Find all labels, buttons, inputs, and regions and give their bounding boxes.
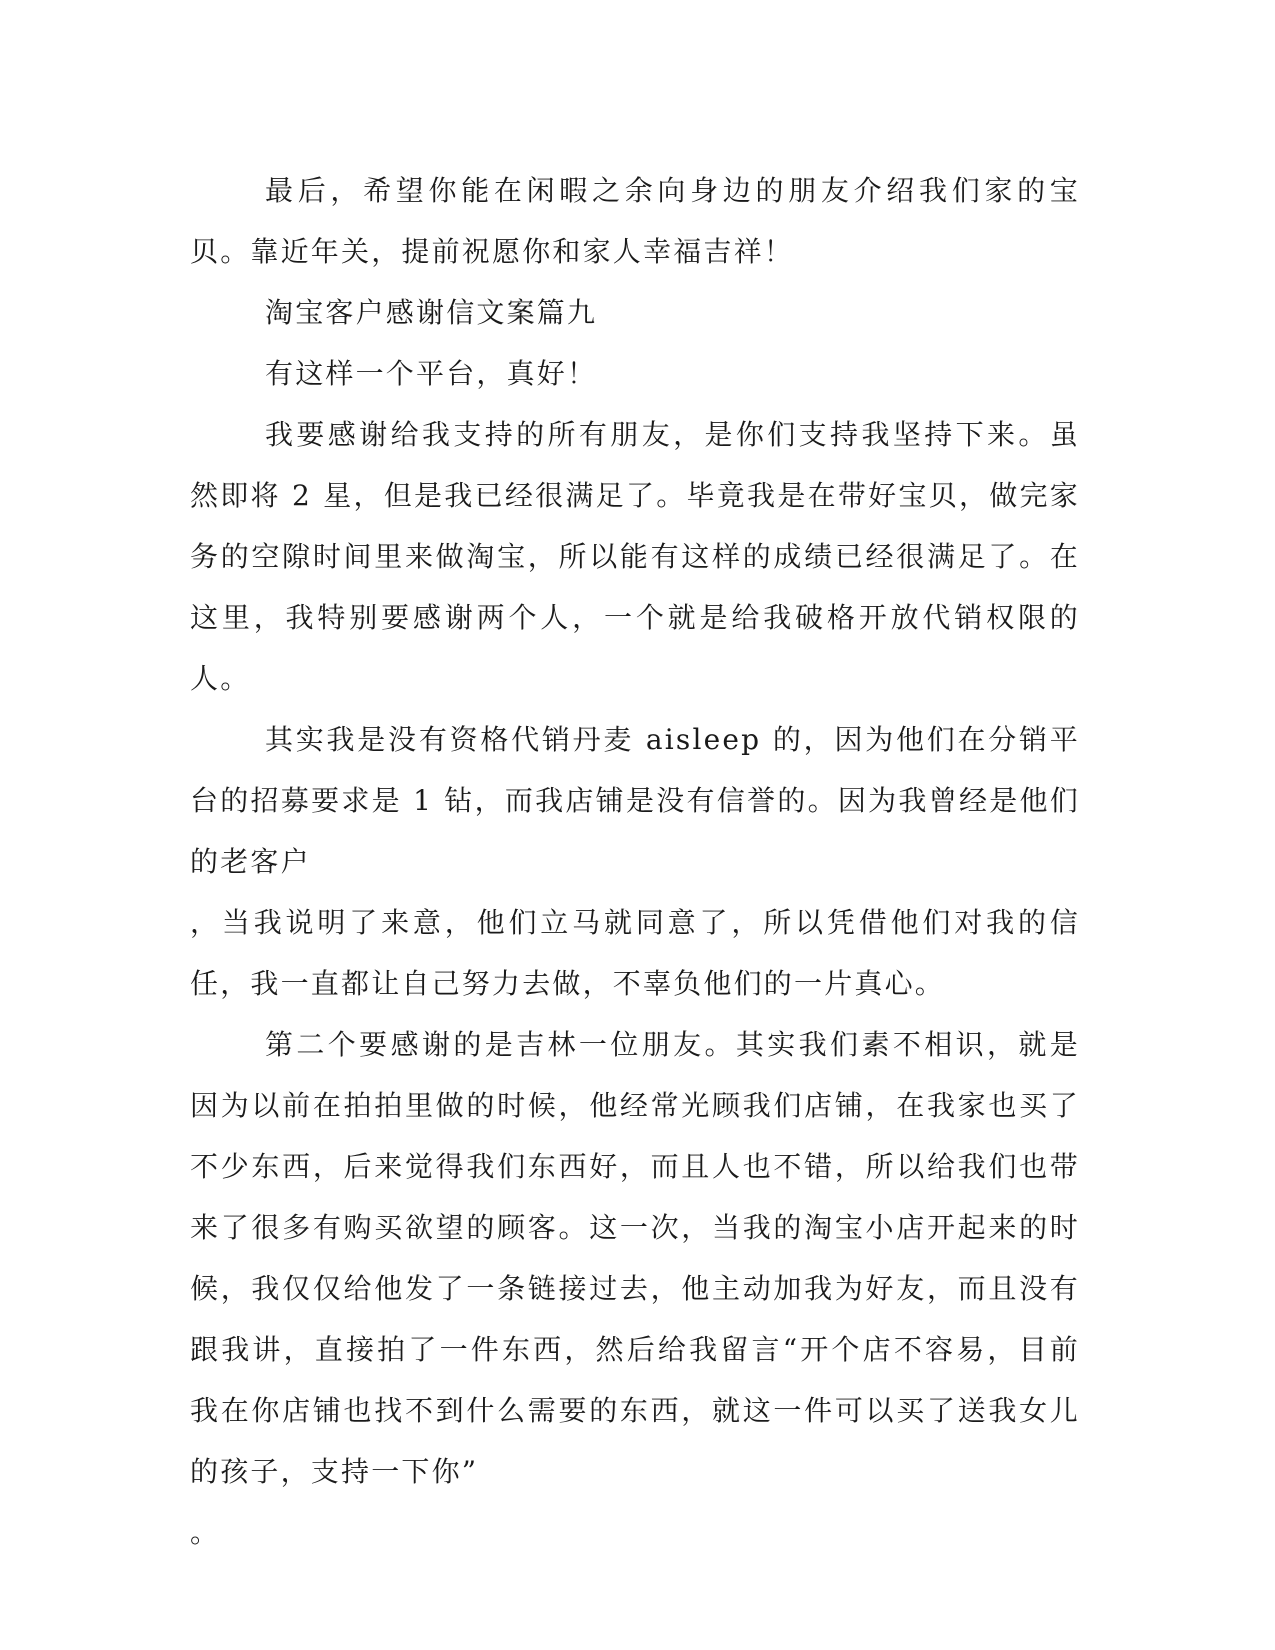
paragraph-platform: 有这样一个平台，真好！ <box>265 357 598 390</box>
paragraph-trailing-period: 。 <box>190 1516 221 1549</box>
section-heading: 淘宝客户感谢信文案篇九 <box>265 296 598 329</box>
document-body <box>190 160 1080 1563</box>
paragraph-aisleep: 其实我是没有资格代销丹麦 aisleep 的，因为他们在分销平台的招募要求是 1 钻，而我店铺是没有信誉的。因为我曾经是他们的老客户 <box>190 723 1080 878</box>
paragraph-aisleep-continued: ，当我说明了来意，他们立马就同意了，所以凭借他们对我的信任，我一直都让自己努力去做，不辜负他们的一片真心。 <box>190 906 1080 1000</box>
paragraph-jilin-friend: 第二个要感谢的是吉林一位朋友。其实我们素不相识，就是因为以前在拍拍里做的时候，他经常光顾我们店铺，在我家也买了不少东西，后来觉得我们东西好，而且人也不错，所以给我们也带来了很多有购买欲望的顾客。这一次，当我的淘宝小店开起来的时候，我仅仅给他发了一条链接过去，他主动加我为好友，而且没有跟我讲，直接拍了一件东西，然后给我留言“开个店不容易，目前我在你店铺也找不到什么需要的东西，就这一件可以买了送我女儿的孩子，支持一下你” <box>190 1028 1080 1488</box>
paragraph-thanks-friends: 我要感谢给我支持的所有朋友，是你们支持我坚持下来。虽然即将 2 星，但是我已经很满足了。毕竟我是在带好宝贝，做完家务的空隙时间里来做淘宝，所以能有这样的成绩已经很满足了。在这里，我特别要感谢两个人，一个就是给我破格开放代销权限的人。 <box>190 418 1080 695</box>
paragraph-closing-wishes: 最后，希望你能在闲暇之余向身边的朋友介绍我们家的宝贝。靠近年关，提前祝愿你和家人幸福吉祥！ <box>190 174 1080 268</box>
